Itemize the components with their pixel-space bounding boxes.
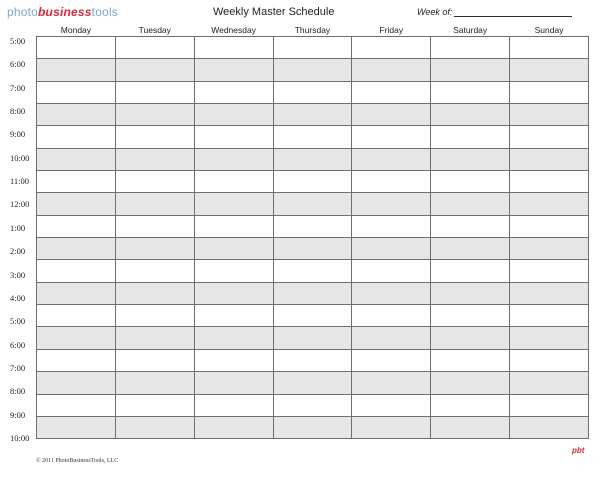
- schedule-cell-thursday[interactable]: [273, 148, 352, 170]
- time-label: 1:00: [10, 222, 26, 233]
- schedule-cell-saturday[interactable]: [431, 215, 510, 237]
- schedule-cell-tuesday[interactable]: [115, 305, 194, 327]
- schedule-cell-thursday[interactable]: [273, 193, 352, 215]
- schedule-cell-sunday[interactable]: [510, 305, 589, 327]
- schedule-cell-saturday[interactable]: [431, 327, 510, 349]
- schedule-cell-tuesday[interactable]: [115, 37, 194, 59]
- schedule-cell-wednesday[interactable]: [194, 260, 273, 282]
- schedule-cell-monday[interactable]: [37, 282, 116, 304]
- schedule-cell-thursday[interactable]: [273, 81, 352, 103]
- time-slot-row: [37, 104, 589, 126]
- schedule-cell-wednesday[interactable]: [194, 394, 273, 416]
- schedule-body: [37, 37, 589, 439]
- time-slot-row: [37, 126, 589, 148]
- time-slot-row: [37, 37, 589, 59]
- schedule-cell-wednesday[interactable]: [194, 171, 273, 193]
- time-slot-row: [37, 193, 589, 215]
- schedule-cell-sunday[interactable]: [510, 372, 589, 394]
- schedule-cell-monday[interactable]: [37, 372, 116, 394]
- time-label: 8:00: [10, 386, 26, 397]
- week-of-field: [417, 7, 572, 17]
- schedule-cell-friday[interactable]: [352, 305, 431, 327]
- day-header-tuesday: Tuesday: [138, 25, 171, 35]
- schedule-cell-friday[interactable]: [352, 148, 431, 170]
- schedule-cell-friday[interactable]: [352, 349, 431, 371]
- schedule-cell-sunday[interactable]: [510, 193, 589, 215]
- schedule-cell-saturday[interactable]: [431, 282, 510, 304]
- schedule-grid: [36, 25, 589, 439]
- schedule-cell-tuesday[interactable]: [115, 81, 194, 103]
- schedule-cell-saturday[interactable]: [431, 260, 510, 282]
- logo-part-tools: tools: [91, 5, 119, 19]
- time-label: 10:00: [10, 152, 30, 163]
- schedule-cell-monday[interactable]: [37, 193, 116, 215]
- schedule-cell-sunday[interactable]: [510, 349, 589, 371]
- day-header-wednesday: Wednesday: [211, 25, 256, 35]
- schedule-cell-wednesday[interactable]: [194, 215, 273, 237]
- schedule-cell-monday[interactable]: [37, 37, 116, 59]
- schedule-cell-friday[interactable]: [352, 193, 431, 215]
- brand-logo: [7, 5, 118, 19]
- time-label: 8:00: [10, 106, 26, 117]
- schedule-cell-saturday[interactable]: [431, 305, 510, 327]
- schedule-cell-sunday[interactable]: [510, 416, 589, 438]
- time-label: 9:00: [10, 129, 26, 140]
- schedule-cell-thursday[interactable]: [273, 126, 352, 148]
- schedule-cell-friday[interactable]: [352, 59, 431, 81]
- schedule-cell-thursday[interactable]: [273, 104, 352, 126]
- schedule-cell-sunday[interactable]: [510, 171, 589, 193]
- day-header-thursday: Thursday: [294, 25, 331, 35]
- schedule-cell-thursday[interactable]: [273, 215, 352, 237]
- schedule-cell-tuesday[interactable]: [115, 372, 194, 394]
- schedule-cell-thursday[interactable]: [273, 238, 352, 260]
- schedule-cell-saturday[interactable]: [431, 37, 510, 59]
- schedule-cell-tuesday[interactable]: [115, 59, 194, 81]
- time-label: 11:00: [10, 176, 30, 187]
- schedule-cell-friday[interactable]: [352, 372, 431, 394]
- schedule-cell-tuesday[interactable]: [115, 416, 194, 438]
- schedule-cell-tuesday[interactable]: [115, 394, 194, 416]
- schedule-cell-monday[interactable]: [37, 126, 116, 148]
- schedule-cell-sunday[interactable]: [510, 260, 589, 282]
- schedule-cell-sunday[interactable]: [510, 238, 589, 260]
- schedule-cell-thursday[interactable]: [273, 394, 352, 416]
- schedule-cell-sunday[interactable]: [510, 59, 589, 81]
- schedule-cell-friday[interactable]: [352, 81, 431, 103]
- schedule-cell-friday[interactable]: [352, 416, 431, 438]
- day-header-row: [37, 25, 589, 37]
- schedule-cell-monday[interactable]: [37, 327, 116, 349]
- schedule-cell-tuesday[interactable]: [115, 238, 194, 260]
- schedule-cell-sunday[interactable]: [510, 81, 589, 103]
- schedule-cell-thursday[interactable]: [273, 37, 352, 59]
- schedule-cell-thursday[interactable]: [273, 349, 352, 371]
- schedule-cell-monday[interactable]: [37, 305, 116, 327]
- time-label: 12:00: [10, 199, 30, 210]
- schedule-cell-sunday[interactable]: [510, 104, 589, 126]
- schedule-cell-sunday[interactable]: [510, 282, 589, 304]
- time-label: 6:00: [10, 59, 26, 70]
- schedule-cell-saturday[interactable]: [431, 416, 510, 438]
- schedule-cell-wednesday[interactable]: [194, 193, 273, 215]
- schedule-cell-friday[interactable]: [352, 104, 431, 126]
- schedule-cell-thursday[interactable]: [273, 372, 352, 394]
- time-label: 7:00: [10, 82, 26, 93]
- schedule-cell-monday[interactable]: [37, 416, 116, 438]
- schedule-cell-monday[interactable]: [37, 349, 116, 371]
- schedule-cell-sunday[interactable]: [510, 148, 589, 170]
- time-slot-row: [37, 394, 589, 416]
- schedule-cell-wednesday[interactable]: [194, 148, 273, 170]
- schedule-cell-saturday[interactable]: [431, 238, 510, 260]
- time-label: 5:00: [10, 36, 26, 46]
- schedule-cell-tuesday[interactable]: [115, 215, 194, 237]
- schedule-cell-tuesday[interactable]: [115, 148, 194, 170]
- schedule-cell-sunday[interactable]: [510, 126, 589, 148]
- schedule-cell-tuesday[interactable]: [115, 104, 194, 126]
- schedule-cell-thursday[interactable]: [273, 305, 352, 327]
- day-header-friday: Friday: [379, 25, 404, 35]
- schedule-cell-friday[interactable]: [352, 126, 431, 148]
- schedule-cell-thursday[interactable]: [273, 59, 352, 81]
- schedule-cell-monday[interactable]: [37, 104, 116, 126]
- schedule-cell-wednesday[interactable]: [194, 305, 273, 327]
- time-slot-row: [37, 171, 589, 193]
- schedule-cell-thursday[interactable]: [273, 416, 352, 438]
- schedule-cell-friday[interactable]: [352, 171, 431, 193]
- schedule-cell-wednesday[interactable]: [194, 372, 273, 394]
- schedule-cell-monday[interactable]: [37, 81, 116, 103]
- schedule-cell-saturday[interactable]: [431, 126, 510, 148]
- time-label: 7:00: [10, 362, 26, 373]
- logo-part-photo: photo: [7, 5, 39, 19]
- schedule-cell-wednesday[interactable]: [194, 349, 273, 371]
- time-label: 6:00: [10, 339, 26, 350]
- schedule-cell-friday[interactable]: [352, 215, 431, 237]
- time-slot-row: [37, 260, 589, 282]
- schedule-cell-friday[interactable]: [352, 327, 431, 349]
- schedule-cell-sunday[interactable]: [510, 37, 589, 59]
- page-title: Weekly Master Schedule: [213, 6, 335, 18]
- time-slot-row: [37, 327, 589, 349]
- schedule-cell-tuesday[interactable]: [115, 282, 194, 304]
- schedule-cell-tuesday[interactable]: [115, 260, 194, 282]
- schedule-cell-friday[interactable]: [352, 282, 431, 304]
- schedule-cell-monday[interactable]: [37, 238, 116, 260]
- copyright-notice: © 2011 PhotoBusinessTools, LLC: [36, 458, 119, 464]
- schedule-cell-tuesday[interactable]: [115, 349, 194, 371]
- schedule-cell-saturday[interactable]: [431, 394, 510, 416]
- schedule-cell-monday[interactable]: [37, 171, 116, 193]
- time-label: 2:00: [10, 246, 26, 257]
- time-slot-row: [37, 372, 589, 394]
- day-header-sunday: Sunday: [534, 25, 564, 35]
- schedule-cell-monday[interactable]: [37, 148, 116, 170]
- time-slot-row: [37, 59, 589, 81]
- schedule-cell-wednesday[interactable]: [194, 81, 273, 103]
- schedule-cell-wednesday[interactable]: [194, 37, 273, 59]
- schedule-cell-thursday[interactable]: [273, 282, 352, 304]
- schedule-cell-saturday[interactable]: [431, 193, 510, 215]
- time-label: 5:00: [10, 316, 26, 327]
- schedule-cell-saturday[interactable]: [431, 148, 510, 170]
- schedule-cell-tuesday[interactable]: [115, 126, 194, 148]
- schedule-cell-saturday[interactable]: [431, 372, 510, 394]
- schedule-cell-tuesday[interactable]: [115, 193, 194, 215]
- schedule-cell-monday[interactable]: [37, 394, 116, 416]
- logo-part-business: business: [38, 5, 92, 19]
- time-label: 4:00: [10, 292, 26, 303]
- time-slot-row: [37, 81, 589, 103]
- schedule-cell-wednesday[interactable]: [194, 104, 273, 126]
- time-slot-row: [37, 282, 589, 304]
- schedule-cell-tuesday[interactable]: [115, 327, 194, 349]
- schedule-cell-monday[interactable]: [37, 215, 116, 237]
- schedule-cell-tuesday[interactable]: [115, 171, 194, 193]
- day-header-saturday: Saturday: [453, 25, 488, 35]
- schedule-cell-wednesday[interactable]: [194, 327, 273, 349]
- schedule-cell-saturday[interactable]: [431, 349, 510, 371]
- time-label: 3:00: [10, 269, 26, 280]
- schedule-cell-thursday[interactable]: [273, 327, 352, 349]
- schedule-cell-friday[interactable]: [352, 260, 431, 282]
- schedule-cell-thursday[interactable]: [273, 171, 352, 193]
- time-label: 9:00: [10, 409, 26, 420]
- brand-mark: pbt: [572, 446, 585, 455]
- schedule-cell-wednesday[interactable]: [194, 282, 273, 304]
- time-slot-row: [37, 238, 589, 260]
- time-slot-row: [37, 305, 589, 327]
- schedule-cell-thursday[interactable]: [273, 260, 352, 282]
- schedule-cell-sunday[interactable]: [510, 327, 589, 349]
- schedule-cell-saturday[interactable]: [431, 104, 510, 126]
- week-of-label: Week of:: [417, 7, 453, 17]
- schedule-cell-friday[interactable]: [352, 37, 431, 59]
- schedule-cell-sunday[interactable]: [510, 394, 589, 416]
- day-header-monday: Monday: [60, 25, 92, 35]
- time-slot-row: [37, 215, 589, 237]
- schedule-cell-wednesday[interactable]: [194, 126, 273, 148]
- schedule-cell-saturday[interactable]: [431, 81, 510, 103]
- schedule-cell-wednesday[interactable]: [194, 238, 273, 260]
- schedule-cell-monday[interactable]: [37, 260, 116, 282]
- schedule-cell-friday[interactable]: [352, 394, 431, 416]
- week-of-blank-line: [454, 7, 572, 17]
- time-slot-row: [37, 349, 589, 371]
- schedule-cell-wednesday[interactable]: [194, 59, 273, 81]
- schedule-cell-friday[interactable]: [352, 238, 431, 260]
- schedule-cell-saturday[interactable]: [431, 171, 510, 193]
- schedule-cell-monday[interactable]: [37, 59, 116, 81]
- time-label: 10:00: [10, 432, 30, 443]
- time-slot-row: [37, 416, 589, 438]
- time-slot-row: [37, 148, 589, 170]
- schedule-cell-sunday[interactable]: [510, 215, 589, 237]
- schedule-cell-wednesday[interactable]: [194, 416, 273, 438]
- schedule-cell-saturday[interactable]: [431, 59, 510, 81]
